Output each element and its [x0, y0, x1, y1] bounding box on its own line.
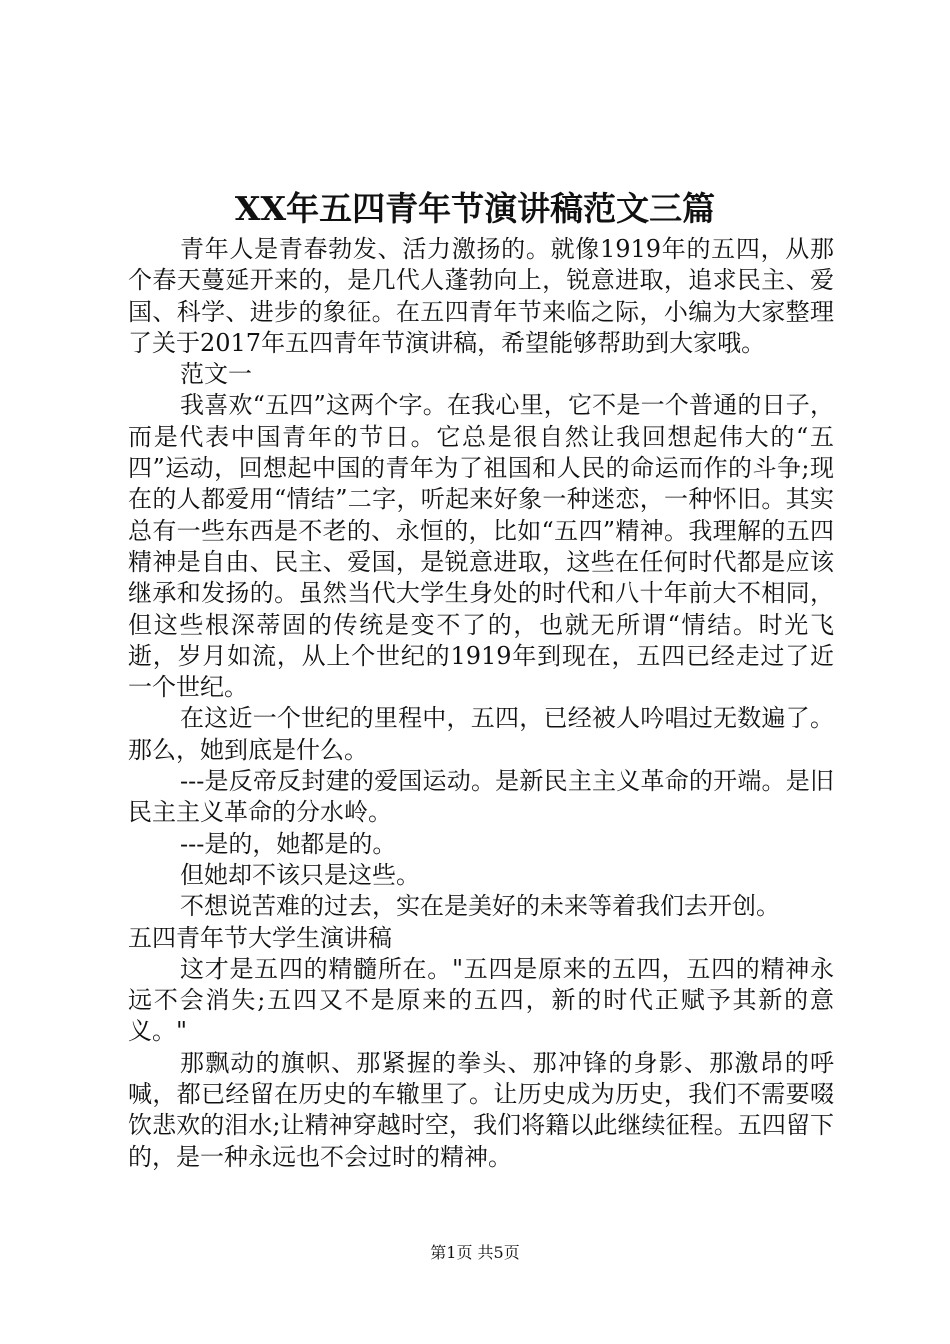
document-title: XX年五四青年节演讲稿范文三篇 [234, 189, 716, 228]
page-footer: 第1页 共5页 [430, 1243, 520, 1262]
intro-paragraph: 青年人是青春勃发、活力激扬的。就像1919年的五四，从那个春天蔓延开来的，是几代人蓬勃向上，锐意进取，追求民主、爱国、科学、进步的象征。在五四青年节来临之际，小编为大家整理了关于2017年五四青年节演讲稿，希望能够帮助到大家哦。 [128, 235, 834, 357]
body-paragraph: 这才是五四的精髓所在。"五四是原来的五四，五四的精神永远不会消失;五四又不是原来的五四，新的时代正赋予其新的意义。" [128, 954, 834, 1046]
document-body [128, 234, 834, 1173]
body-paragraph: 但她却不该只是这些。 [180, 860, 420, 889]
inline-link-text: 五四青年节大学生演讲稿 [128, 923, 392, 952]
body-paragraph: ---是反帝反封建的爱国运动。是新民主主义革命的开端。是旧民主主义革命的分水岭。 [128, 767, 834, 827]
section-heading-sample-one: 范文一 [180, 360, 252, 389]
body-paragraph: 那飘动的旗帜、那紧握的拳头、那冲锋的身影、那激昂的呼喊，都已经留在历史的车辙里了。让历史成为历史，我们不需要啜饮悲欢的泪水;让精神穿越时空，我们将籍以此继续征程。五四留下的，是一种永远也不会过时的精神。 [128, 1048, 834, 1171]
body-paragraph: 不想说苦难的过去，实在是美好的未来等着我们去开创。 [180, 892, 780, 921]
body-paragraph: 我喜欢“五四”这两个字。在我心里，它不是一个普通的日子，而是代表中国青年的节日。它总是很自然让我回想起伟大的“五四”运动，回想起中国的青年为了祖国和人民的命运而作的斗争;现在的人都爱用“情结”二字，听起来好象一种迷恋，一种怀旧。其实总有一些东西是不老的、永恒的，比如“五四”精神。我理解的五四精神是自由、民主、爱国，是锐意进取，这些在任何时代都是应该继承和发扬的。虽然当代大学生身处的时代和八十年前大不相同，但这些根深蒂固的传统是变不了的，也就无所谓“情结。时光飞逝，岁月如流，从上个世纪的1919年到现在，五四已经走过了近一个世纪。 [128, 391, 834, 702]
body-paragraph: 在这近一个世纪的里程中，五四，已经被人吟唱过无数遍了。那么，她到底是什么。 [128, 704, 834, 764]
body-paragraph: ---是的，她都是的。 [180, 829, 397, 858]
